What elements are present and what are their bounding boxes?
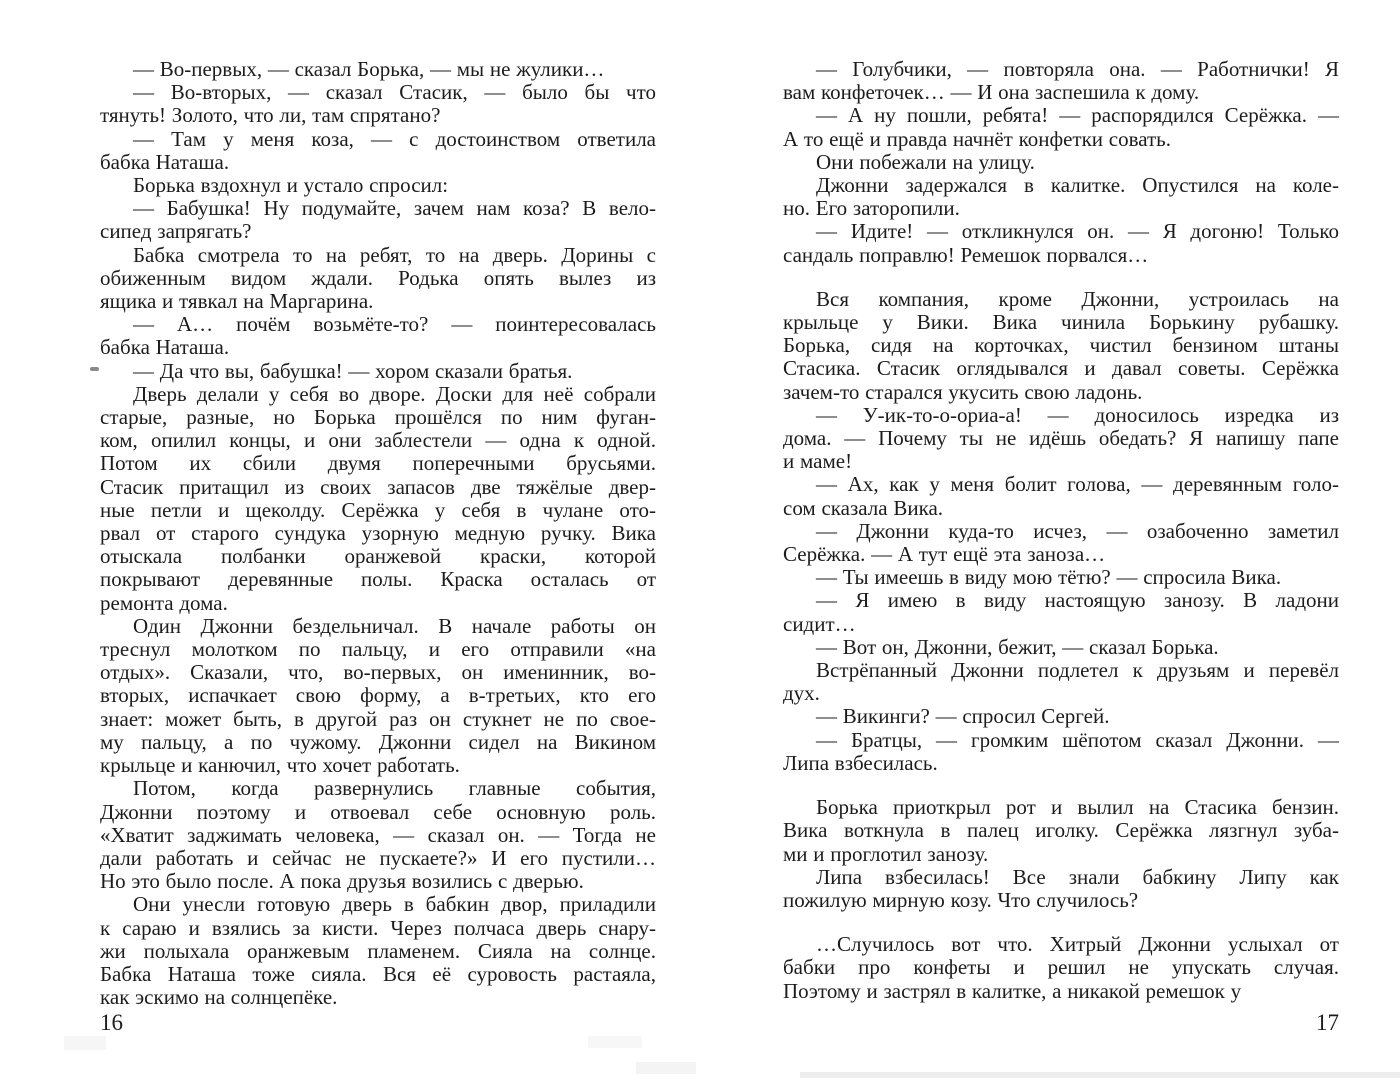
page-16-text-column (100, 58, 656, 1009)
paragraph (100, 197, 656, 243)
text-line: крыльце у Вики. Вика чинила Борькину рубашку. (783, 310, 1339, 335)
paragraph (783, 729, 1339, 775)
paragraph (783, 151, 1339, 174)
paragraph (100, 360, 656, 383)
paragraph (783, 58, 1339, 104)
text-line: Стасик притащил из своих запасов две тяжёлые двер- (100, 474, 656, 499)
paragraph (783, 796, 1339, 866)
text-line: «Хватит заджимать человека, — сказал он. — Тогда не (100, 822, 656, 847)
paragraph (100, 174, 656, 197)
text-line: отдых». Сказали, что, во-первых, он именинник, во- (100, 660, 656, 685)
text-line: сом сказала Вика. (783, 495, 944, 520)
paragraph (783, 174, 1339, 220)
text-line: — Во-вторых, — сказал Стасик, — было бы что (133, 80, 656, 105)
text-line: Они унесли готовую дверь в бабкин двор, приладили (133, 892, 656, 917)
page-number-right: 17 (1316, 1010, 1339, 1035)
text-line: покрывают деревянные полы. Краска осталась от (100, 567, 656, 592)
text-line: му пальцу, а по чужому. Джонни сидел на Викином (100, 729, 656, 754)
text-line: — Во-первых, — сказал Борька, — мы не жулики… (133, 57, 605, 81)
text-line: — Идите! — откликнулся он. — Я догоню! Только (816, 219, 1339, 244)
text-line: Липа взбесилась! Все знали бабкину Липу как (816, 864, 1339, 889)
paragraph (100, 58, 656, 81)
text-line: Джонни поэтому и отвоевал себе основную роль. (100, 799, 656, 824)
text-line: Но это было после. А пока друзья возились с дверью. (100, 869, 584, 894)
paragraph (100, 128, 656, 174)
text-line: старые, разные, но Борька прошёлся по ним фуган- (100, 405, 656, 430)
text-line: Поэтому и застрял в калитке, а никакой ремешок у (783, 978, 1242, 1003)
text-line: но. Его заторопили. (783, 196, 960, 221)
text-line: — Я имею в виду настоящую занозу. В ладони (816, 588, 1339, 613)
paragraph (783, 866, 1339, 912)
text-line: — Ты имеешь в виду мою тётю? — спросила Вика. (816, 565, 1282, 590)
paragraph (783, 933, 1339, 1003)
paragraph (100, 313, 656, 359)
text-line: и маме! (783, 449, 853, 474)
text-line: пожилую мирную козу. Что случилось? (783, 887, 1139, 912)
text-line: тянуть! Золото, что ли, там спрятано? (100, 103, 441, 128)
text-line: — Викинги? — спросил Сергей. (816, 704, 1110, 729)
paragraph (783, 220, 1339, 266)
text-line: — А ну пошли, ребята! — распорядился Серёжка. — (816, 103, 1339, 128)
text-line: вторых, испачкает свою форму, а в-третьих, кто его (100, 683, 656, 708)
scan-artifact (64, 1036, 106, 1050)
text-line: — Там у меня коза, — с достоинством ответила (133, 126, 656, 151)
paragraph (783, 705, 1339, 728)
text-line: сидит… (783, 611, 856, 636)
text-line: вам конфеточек… — И она заспешила к дому. (783, 80, 1200, 105)
text-line: Борька вздохнул и устало спросил: (133, 173, 449, 198)
text-line: рвал от старого сундука узорную медную ручку. Вика (100, 521, 656, 546)
text-line: отыскала полбанки оранжевой краски, которой (100, 544, 656, 569)
paragraph (783, 404, 1339, 474)
text-line: — Бабушка! Ну подумайте, зачем нам коза? В вело- (133, 196, 656, 221)
paragraph (100, 893, 656, 1009)
text-line: Борька приоткрыл рот и вылил на Стасика бензин. (816, 795, 1339, 820)
paragraph (100, 81, 656, 127)
text-line: Они побежали на улицу. (816, 149, 1035, 174)
text-line: Борька, сидя на корточках, чистил бензином штаны (783, 333, 1339, 358)
text-line: Стасика. Стасик оглядывался и давал советы. Серёжка (783, 356, 1339, 381)
text-line: зачем-то старался укусить свою ладонь. (783, 379, 1143, 404)
text-line: Бабка смотрела то на ребят, то на дверь. Дорины с (133, 242, 656, 267)
paragraph (100, 383, 656, 615)
text-line: А то ещё и правда начнёт конфетки совать. (783, 126, 1172, 151)
text-line: — Джонни куда-то исчез, — озабоченно заметил (816, 518, 1339, 543)
text-line: — Братцы, — громким шёпотом сказал Джонни. — (816, 727, 1339, 752)
text-line: крыльце и канючил, что хочет работать. (100, 753, 460, 778)
text-line: …Случилось вот что. Хитрый Джонни услыхал от (816, 932, 1339, 957)
paragraph (783, 288, 1339, 404)
scan-artifact (90, 367, 99, 371)
text-line: ремонта дома. (100, 590, 228, 615)
text-line: ные петли и щеколду. Серёжка у себя в чулане ото- (100, 497, 656, 522)
text-line: — Да что вы, бабушка! — хором сказали братья. (133, 358, 573, 383)
page-number-left: 16 (100, 1010, 123, 1035)
text-line: Вся компания, кроме Джонни, устроилась на (816, 286, 1339, 311)
text-line: Липа взбесилась. (783, 750, 938, 775)
paragraph (783, 520, 1339, 566)
paragraph (783, 589, 1339, 635)
paragraph (100, 244, 656, 314)
text-line: как эскимо на солнцепёке. (100, 985, 338, 1010)
paragraph (100, 615, 656, 777)
paragraph (783, 636, 1339, 659)
paragraph (783, 566, 1339, 589)
text-line: ком, опилил концы, и они заблестели — одна к одной. (100, 428, 656, 453)
text-line: — Ах, как у меня болит голова, — деревянным голо- (816, 472, 1339, 497)
text-line: ми и проглотил занозу. (783, 841, 989, 866)
text-line: Встрёпанный Джонни подлетел к друзьям и перевёл (816, 658, 1339, 683)
text-line: Бабка Наташа тоже сияла. Вся её суровость растаяла, (100, 961, 656, 986)
text-line: сипед запрягать? (100, 219, 252, 244)
text-line: знает: может быть, в другой раз он стукнет не по свое- (100, 706, 656, 731)
text-line: Потом их сбили двумя поперечными брусьями. (100, 451, 656, 476)
text-line: Джонни задержался в калитке. Опустился на коле- (816, 173, 1339, 198)
scan-artifact (800, 1072, 1400, 1078)
text-line: бабка Наташа. (100, 335, 230, 360)
scan-artifact (588, 1036, 642, 1048)
text-line: жи полыхала оранжевым пламенем. Сияла на солнце. (100, 938, 656, 963)
text-line: дали работать и сейчас не пускаете?» И его пустили… (100, 845, 656, 870)
text-line: Один Джонни бездельничал. В начале работы он (133, 613, 656, 638)
text-line: дома. — Почему ты не идёшь обедать? Я напишу папе (783, 426, 1339, 451)
text-line: дух. (783, 681, 820, 706)
paragraph (783, 473, 1339, 519)
text-line: ящика и тявкал на Маргарина. (100, 289, 374, 314)
text-line: Вика воткнула в палец иголку. Серёжка лязгнул зуба- (783, 818, 1339, 843)
text-line: — А… почём возьмёте-то? — поинтересовалась (133, 312, 656, 337)
text-line: сандаль поправлю! Ремешок порвался… (783, 242, 1149, 267)
text-line: бабка Наташа. (100, 149, 230, 174)
text-line: — Вот он, Джонни, бежит, — сказал Борька. (816, 634, 1219, 659)
paragraph (100, 777, 656, 893)
text-line: Потом, когда развернулись главные события, (133, 776, 656, 801)
paragraph (783, 659, 1339, 705)
text-line: Серёжка. — А тут ещё эта заноза… (783, 542, 1106, 567)
text-line: треснул молотком по пальцу, и его отправили «на (100, 637, 656, 662)
scan-artifact (636, 1062, 696, 1074)
text-line: — У-ик-то-о-ориа-а! — доносилось изредка из (816, 402, 1339, 427)
text-line: к сараю и взялись за кисти. Через полчаса дверь снару- (100, 915, 656, 940)
text-line: — Голубчики, — повторяла она. — Работнички! Я (816, 57, 1339, 81)
page-17-text-column (783, 58, 1339, 1003)
text-line: обиженным видом ждали. Родька опять вылез из (100, 265, 656, 290)
text-line: Дверь делали у себя во дворе. Доски для неё собрали (133, 381, 656, 406)
text-line: бабки про конфеты и решил не упускать случая. (783, 955, 1339, 980)
paragraph (783, 104, 1339, 150)
